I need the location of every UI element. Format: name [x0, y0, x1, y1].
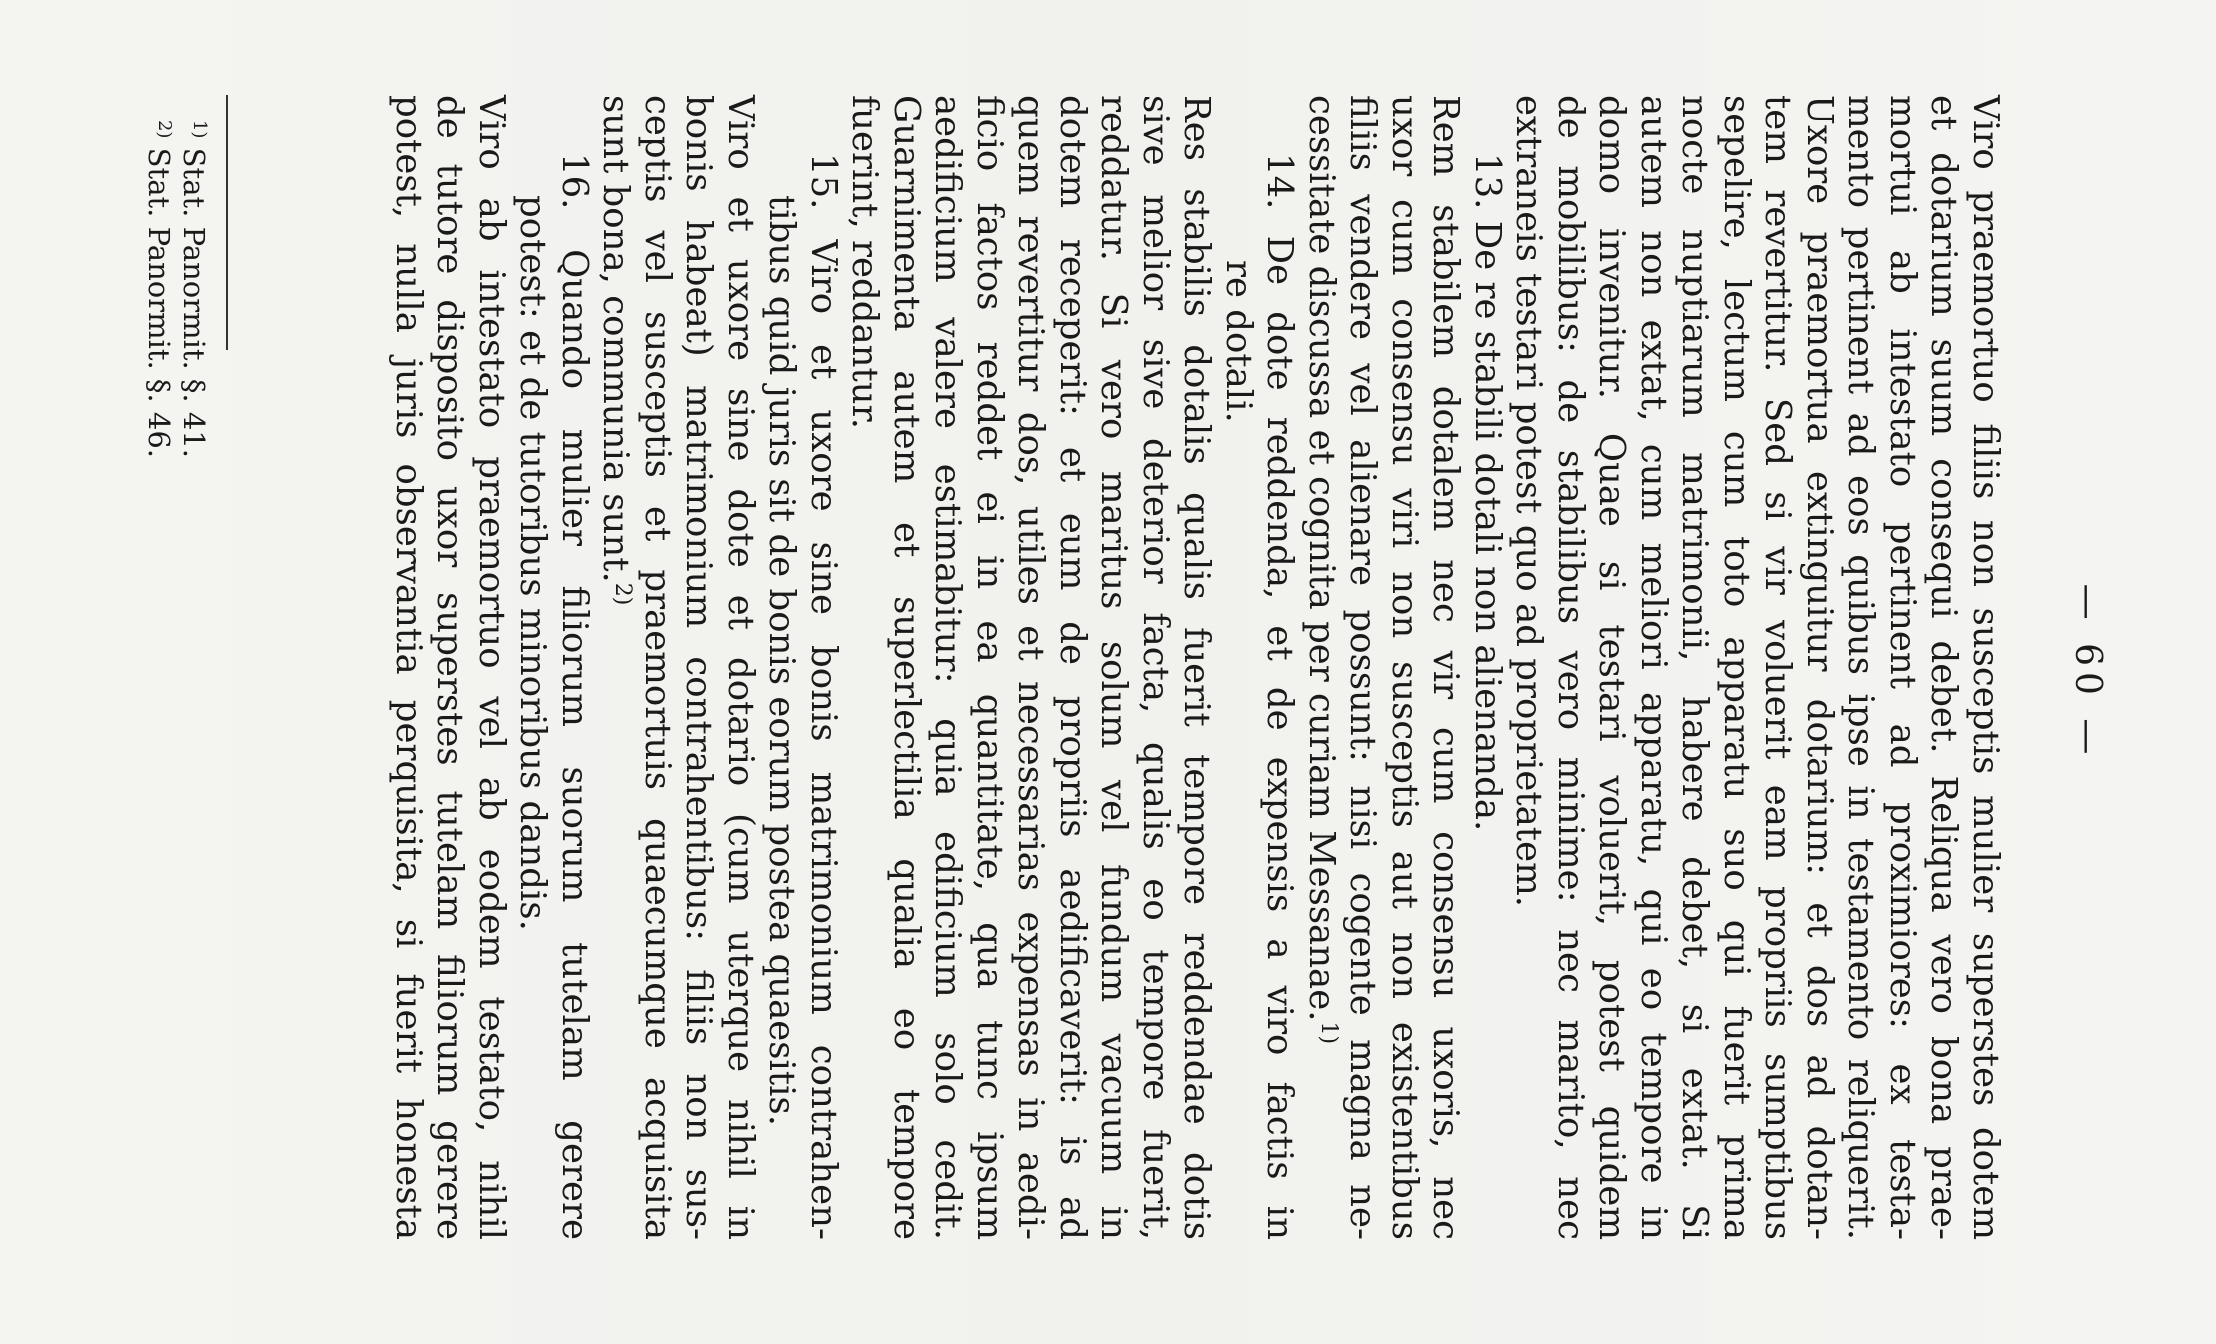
footnote — [141, 120, 176, 458]
footnotes — [141, 120, 211, 458]
text-line-content: Rem stabilem dotalem nec vir cum consensu uxoris, nec — [1425, 95, 1467, 1240]
text-line — [471, 95, 513, 1240]
text-line-content: nocte nuptiarum matrimonii, habere debet, si extat. Si — [1674, 95, 1716, 1240]
text-line-content: de mobilibus: de stabilibus vero minime: nec marito, nec — [1550, 95, 1591, 1240]
text-line-content: tem revertitur. Sed si vir voluerit eam propriis sumptibus — [1757, 95, 1799, 1240]
text-line-content: 14. De dote reddenda, et de expensis a viro factis in — [1259, 153, 1301, 1240]
text-line-content: mortui ab intestato pertinent ad proximiores: ex testa- — [1882, 95, 1923, 1240]
text-line-content: dotem receperit: et eum de propriis aedificaverit: is ad — [1052, 95, 1093, 1240]
text-line — [1176, 95, 1218, 1240]
text-line-content: Viro praemortuo filiis non susceptis mulier superstes dotem — [1965, 95, 2006, 1240]
text-line — [1716, 95, 1758, 1240]
text-line — [1384, 95, 1426, 1240]
statute-text — [388, 95, 2007, 1240]
text-line — [429, 95, 471, 1240]
text-line-content: de tutore disposito uxor superstes tutelam filiorum gerere — [429, 95, 471, 1240]
text-line — [886, 95, 928, 1240]
text-line-content: sive melior sive deterior facta, qualis eo tempore fuerit, — [1135, 95, 1176, 1240]
text-line — [1508, 95, 1550, 1240]
footnote-reference: 1) — [1316, 1021, 1342, 1045]
text-line-content: potest, nulla juris observantia perquisita, si fuerit honesta — [388, 95, 429, 1240]
text-line — [595, 95, 637, 1240]
text-line-content: ficio factos reddet ei in ea quantitate, qua tunc ipsum — [969, 95, 1010, 1240]
text-line — [1882, 95, 1924, 1240]
text-line — [1218, 95, 1260, 1240]
text-line — [1259, 95, 1301, 1240]
text-line — [761, 95, 803, 1240]
text-line-content: sunt bona, communia sunt. — [595, 95, 637, 583]
text-line — [678, 95, 720, 1240]
footnote-mark: 2) — [153, 120, 175, 139]
text-line — [844, 95, 886, 1240]
text-line — [1052, 95, 1094, 1240]
text-line-content: Guarnimenta autem et superlectilia qualia eo tempore — [886, 95, 927, 1240]
text-line-content: ceptis vel susceptis et praemortuis quaecumque acquisita — [637, 95, 678, 1240]
text-line — [1467, 95, 1509, 1240]
text-line — [1757, 95, 1799, 1240]
footnote-mark: 1) — [188, 120, 210, 139]
text-line-content: re dotali. — [1218, 260, 1259, 423]
text-line — [1674, 95, 1716, 1240]
text-line-content: reddatur. Si vero maritus solum vel fundum vacuum in — [1093, 95, 1135, 1240]
text-line — [388, 95, 430, 1240]
text-line — [1633, 95, 1675, 1240]
text-line-content: fuerint, reddantur. — [844, 95, 886, 429]
text-line-content: Uxore praemortua extinguitur dotarium: et dos ad dotan- — [1799, 95, 1840, 1240]
text-line — [927, 95, 969, 1240]
text-line — [1342, 95, 1384, 1240]
text-line — [1301, 95, 1343, 1240]
text-line-content: sepelire, lectum cum toto apparatu suo qui fuerit prima — [1716, 95, 1757, 1240]
text-line-content: quem revertitur dos, utiles et necessarias expensas in aedi- — [1010, 95, 1052, 1240]
text-line — [1923, 95, 1965, 1240]
text-line — [1591, 95, 1633, 1240]
text-line-content: Res stabilis dotalis qualis fuerit tempore reddendae dotis — [1176, 95, 1218, 1240]
text-line-content: filiis vendere vel alienare possunt: nisi cogente magna ne- — [1342, 95, 1384, 1240]
text-line — [803, 95, 845, 1240]
text-line-content: aedificium valere estimabitur: quia edificium solo cedit. — [927, 95, 969, 1240]
text-line — [1840, 95, 1882, 1240]
text-line-content: domo invenitur. Quae si testari voluerit, potest quidem — [1591, 95, 1633, 1240]
text-line — [512, 95, 554, 1240]
text-line — [554, 95, 596, 1240]
text-line — [637, 95, 679, 1240]
footnote-text: Stat. Panormit. §. 41. — [177, 138, 211, 458]
text-line-content: uxor cum consensu viri non susceptis aut non existentibus — [1384, 95, 1425, 1240]
text-line-content: extraneis testari potest quo ad proprietatem. — [1508, 95, 1550, 908]
text-line — [1550, 95, 1592, 1240]
text-line-content: 16. Quando mulier filiorum suorum tutelam gerere — [554, 153, 595, 1240]
text-line — [969, 95, 1011, 1240]
text-line — [1010, 95, 1052, 1240]
footnote-text: Stat. Panormit. §. 46. — [142, 138, 176, 458]
text-line — [1799, 95, 1841, 1240]
text-line — [1135, 95, 1177, 1240]
text-line — [1425, 95, 1467, 1240]
text-line — [1965, 95, 2007, 1240]
text-line-content: et dotarium suum consequi debet. Reliqua vero bona prae- — [1923, 95, 1965, 1240]
footnote-separator — [226, 95, 228, 350]
footnote — [176, 120, 211, 458]
text-line-content: Viro ab intestato praemortuo vel ab eodem testato, nihil — [471, 95, 512, 1240]
text-line — [1093, 95, 1135, 1240]
text-line-content: potest: et de tutoribus minoribus dandis. — [512, 195, 554, 931]
text-line-content: 13. De re stabili dotali non alienanda. — [1467, 153, 1508, 832]
text-line — [720, 95, 762, 1240]
text-line-content: mento pertinent ad eos quibus ipse in testamento reliquerit. — [1840, 95, 1882, 1240]
page-number: — 60 — — [2067, 583, 2108, 761]
text-line-content: Viro et uxore sine dote et dotario (cum uterque nihil in — [720, 95, 761, 1240]
text-line-content: bonis habeat) matrimonium contrahentibus: filiis non sus- — [678, 95, 720, 1240]
text-line-content: autem non extat, cum meliori apparatu, qui eo tempore in — [1633, 95, 1674, 1240]
text-line-content: 15. Viro et uxore sine bonis matrimonium contrahen- — [803, 153, 844, 1240]
footnote-reference: 2) — [610, 582, 636, 606]
text-line-content: cessitate discussa et cognita per curiam Messanae. — [1301, 95, 1342, 1022]
text-line-content: tibus quid juris sit de bonis eorum postea quaesitis. — [761, 195, 803, 1126]
